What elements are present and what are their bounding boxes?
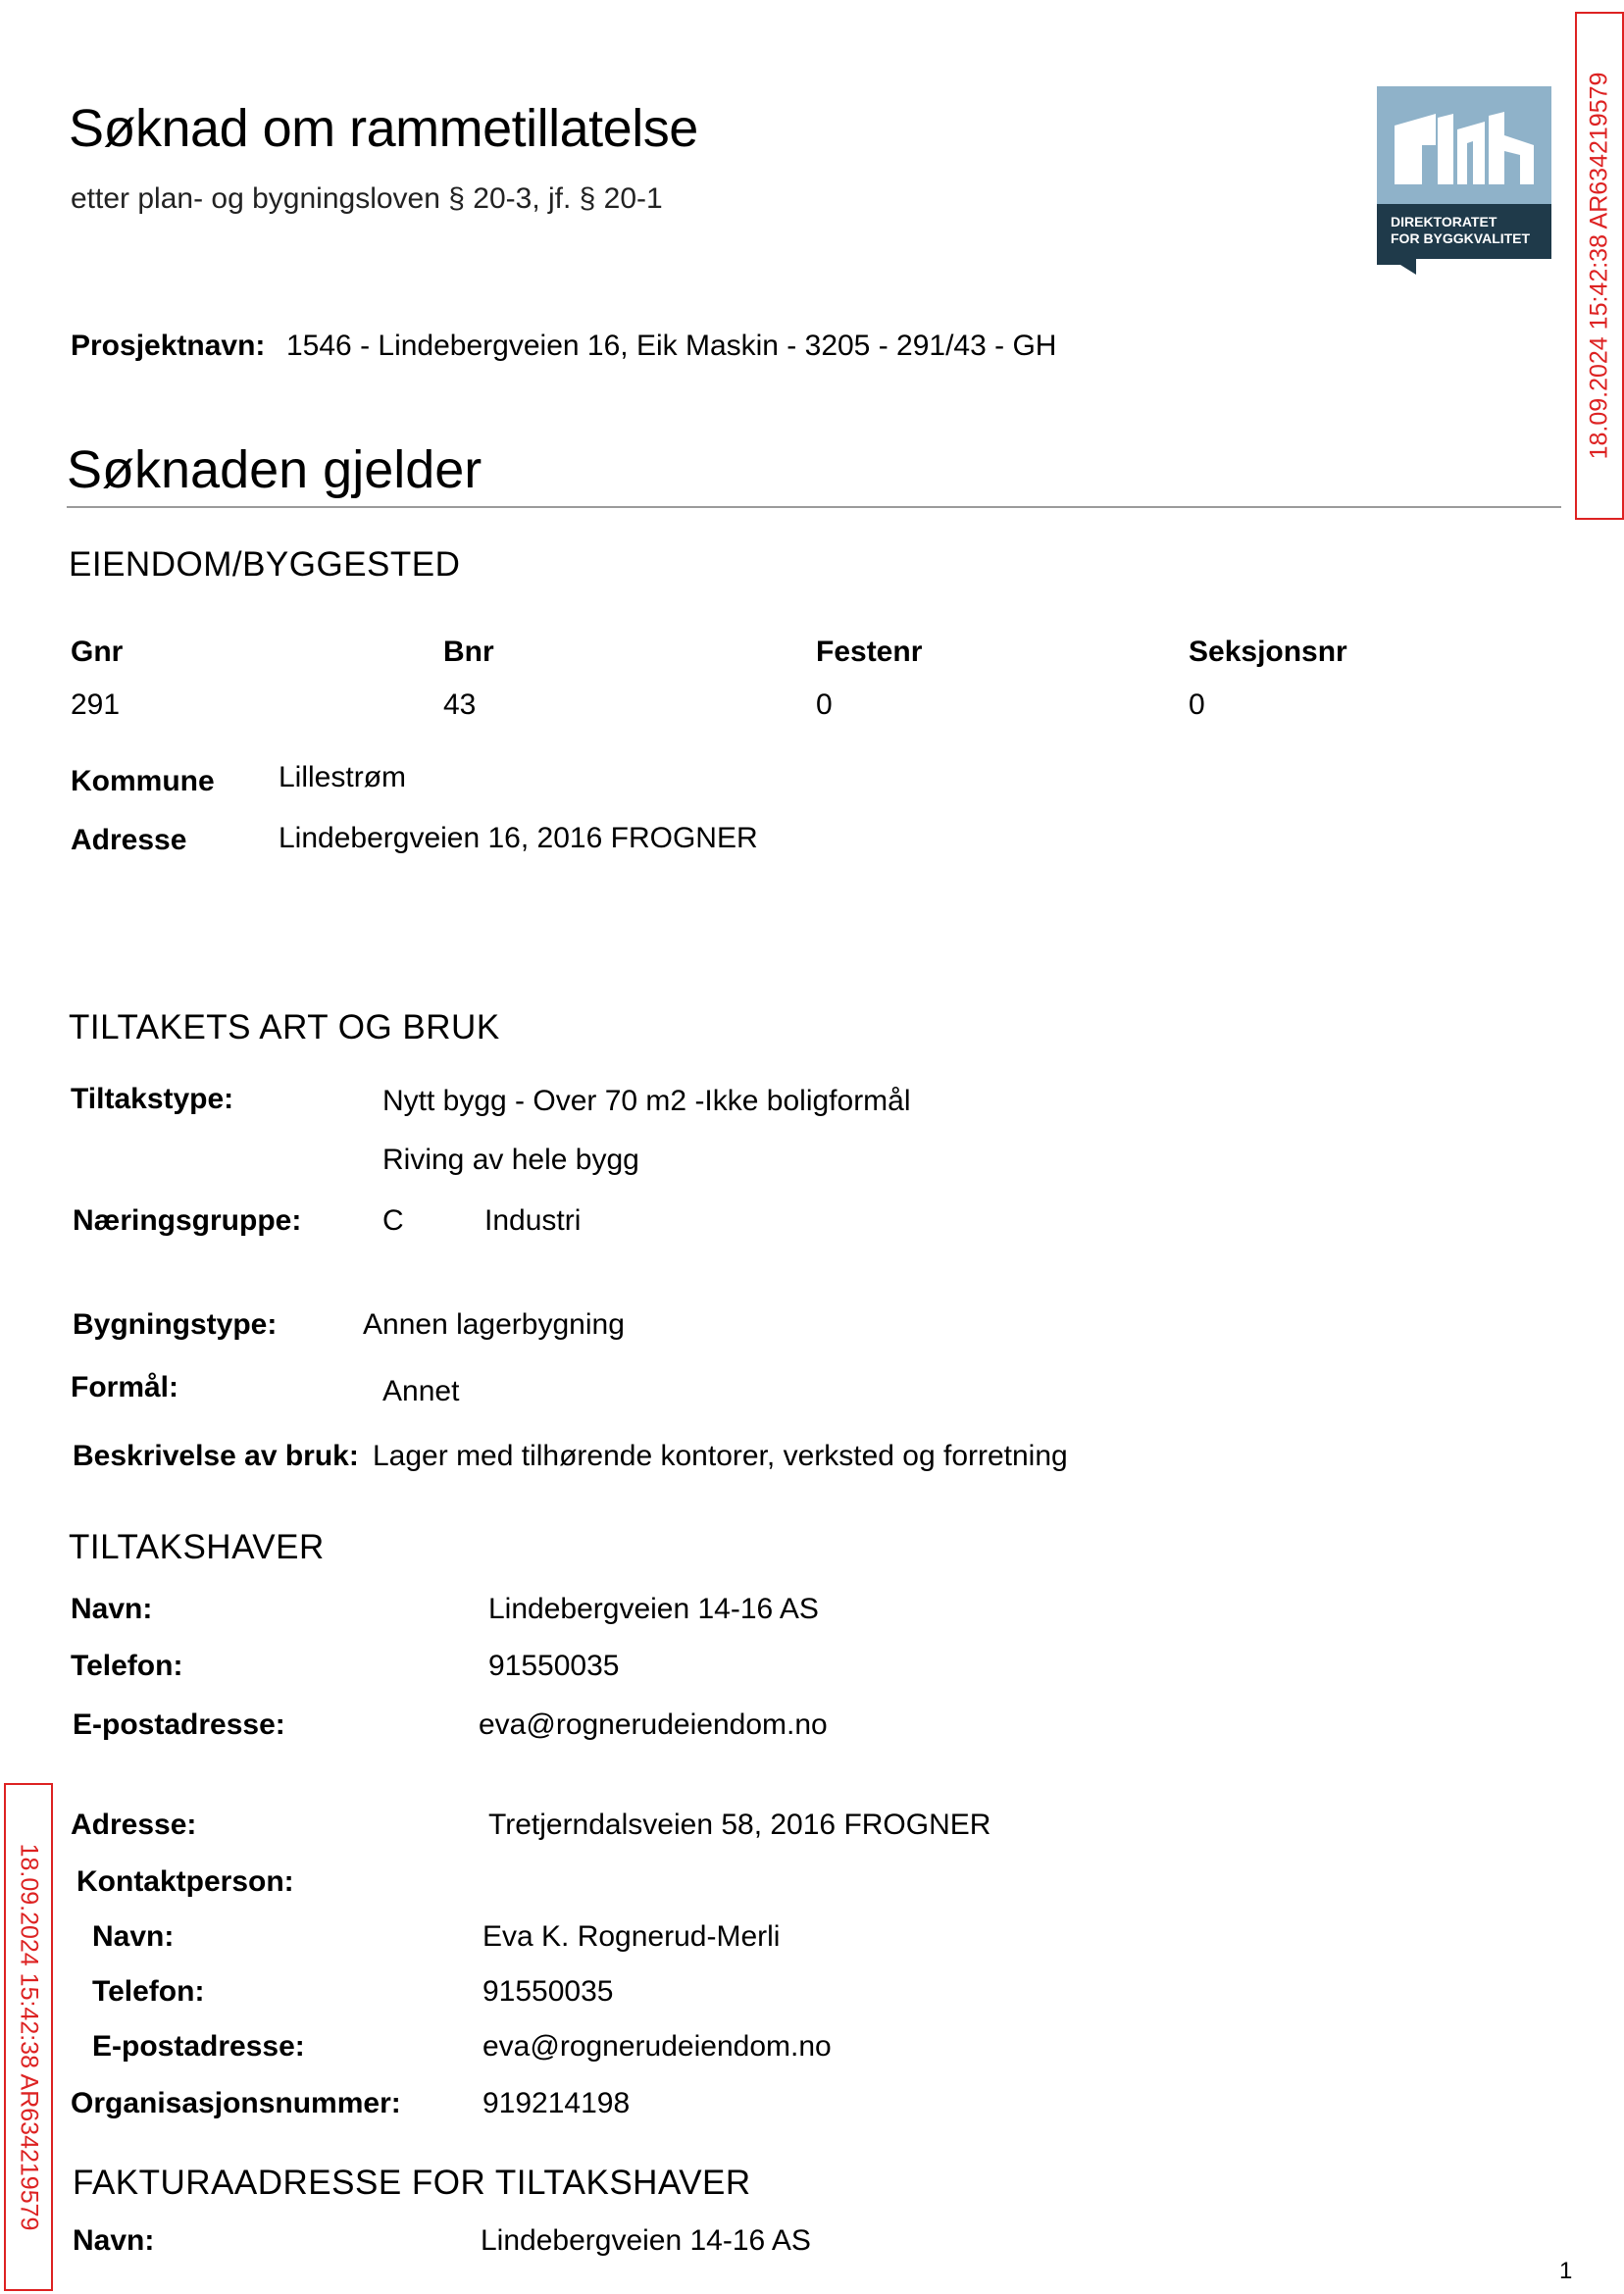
th-telefon-value: 91550035: [488, 1650, 620, 1682]
th-telefon-label: Telefon:: [71, 1650, 183, 1682]
seksjonsnr-value: 0: [1189, 688, 1205, 721]
timestamp-stamp-top: 18.09.2024 15:42:38 AR634219579: [1575, 12, 1624, 520]
timestamp-stamp-side: 18.09.2024 15:42:38 AR634219579: [4, 1783, 53, 2291]
bnr-value: 43: [443, 688, 477, 721]
org-value: 919214198: [482, 2087, 631, 2119]
kp-navn-label: Navn:: [92, 1920, 175, 1953]
th-epost-value: eva@rognerudeiendom.no: [479, 1708, 828, 1741]
project-label: Prosjektnavn:: [71, 330, 266, 362]
section-divider: [67, 506, 1561, 508]
th-adresse-value: Tretjerndalsveien 58, 2016 FROGNER: [488, 1809, 991, 1841]
document-subtitle: etter plan- og bygningsloven § 20-3, jf. § 20-1: [71, 182, 663, 215]
kp-epost-label: E-postadresse:: [92, 2030, 305, 2063]
gnr-label: Gnr: [71, 636, 124, 668]
document-title: Søknad om rammetillatelse: [69, 99, 698, 158]
kp-epost-value: eva@rognerudeiendom.no: [482, 2030, 832, 2063]
svg-text:DIREKTORATET: DIREKTORATET: [1391, 214, 1497, 229]
th-navn-label: Navn:: [71, 1593, 153, 1625]
kommune-value: Lillestrøm: [279, 761, 407, 793]
beskrivelse-label: Beskrivelse av bruk:: [73, 1440, 359, 1472]
dibk-logo-icon: [1377, 86, 1551, 275]
faktura-navn-value: Lindebergveien 14-16 AS: [481, 2224, 811, 2257]
naeringsgruppe-value: Industri: [484, 1204, 582, 1237]
naeringsgruppe-code: C: [382, 1204, 404, 1237]
faktura-heading: FAKTURAADRESSE FOR TILTAKSHAVER: [73, 2164, 751, 2202]
formal-value: Annet: [382, 1375, 460, 1407]
kp-telefon-value: 91550035: [482, 1975, 614, 2008]
kp-telefon-label: Telefon:: [92, 1975, 205, 2008]
beskrivelse-value: Lager med tilhørende kontorer, verksted og forretning: [373, 1440, 1068, 1472]
gnr-value: 291: [71, 688, 121, 721]
th-epost-label: E-postadresse:: [73, 1708, 285, 1741]
festenr-label: Festenr: [816, 636, 923, 668]
naeringsgruppe-label: Næringsgruppe:: [73, 1204, 302, 1237]
eiendom-heading: EIENDOM/BYGGESTED: [69, 545, 461, 584]
kp-navn-value: Eva K. Rognerud-Merli: [482, 1920, 781, 1953]
bygningstype-label: Bygningstype:: [73, 1308, 278, 1341]
kontaktperson-label: Kontaktperson:: [76, 1865, 294, 1898]
adresse-value: Lindebergveien 16, 2016 FROGNER: [279, 822, 758, 854]
svg-text:FOR BYGGKVALITET: FOR BYGGKVALITET: [1391, 230, 1531, 246]
bnr-label: Bnr: [443, 636, 494, 668]
faktura-navn-label: Navn:: [73, 2224, 155, 2257]
th-adresse-label: Adresse:: [71, 1809, 197, 1841]
adresse-label: Adresse: [71, 824, 187, 856]
section-title: Søknaden gjelder: [67, 440, 482, 499]
th-navn-value: Lindebergveien 14-16 AS: [488, 1593, 819, 1625]
tiltakstype-label: Tiltakstype:: [71, 1083, 234, 1115]
tiltakstype-value-2: Riving av hele bygg: [382, 1144, 639, 1176]
org-label: Organisasjonsnummer:: [71, 2087, 401, 2119]
tiltakstype-value-1: Nytt bygg - Over 70 m2 -Ikke boligformål: [382, 1085, 911, 1117]
dibk-logo: [1377, 86, 1551, 275]
kommune-label: Kommune: [71, 765, 215, 797]
tiltak-heading: TILTAKETS ART OG BRUK: [69, 1008, 500, 1046]
seksjonsnr-label: Seksjonsnr: [1189, 636, 1347, 668]
bygningstype-value: Annen lagerbygning: [363, 1308, 625, 1341]
page-number: 1: [1559, 2258, 1573, 2284]
tiltakshaver-heading: TILTAKSHAVER: [69, 1528, 325, 1566]
project-value: 1546 - Lindebergveien 16, Eik Maskin - 3205 - 291/43 - GH: [286, 330, 1057, 362]
formal-label: Formål:: [71, 1371, 179, 1403]
festenr-value: 0: [816, 688, 833, 721]
